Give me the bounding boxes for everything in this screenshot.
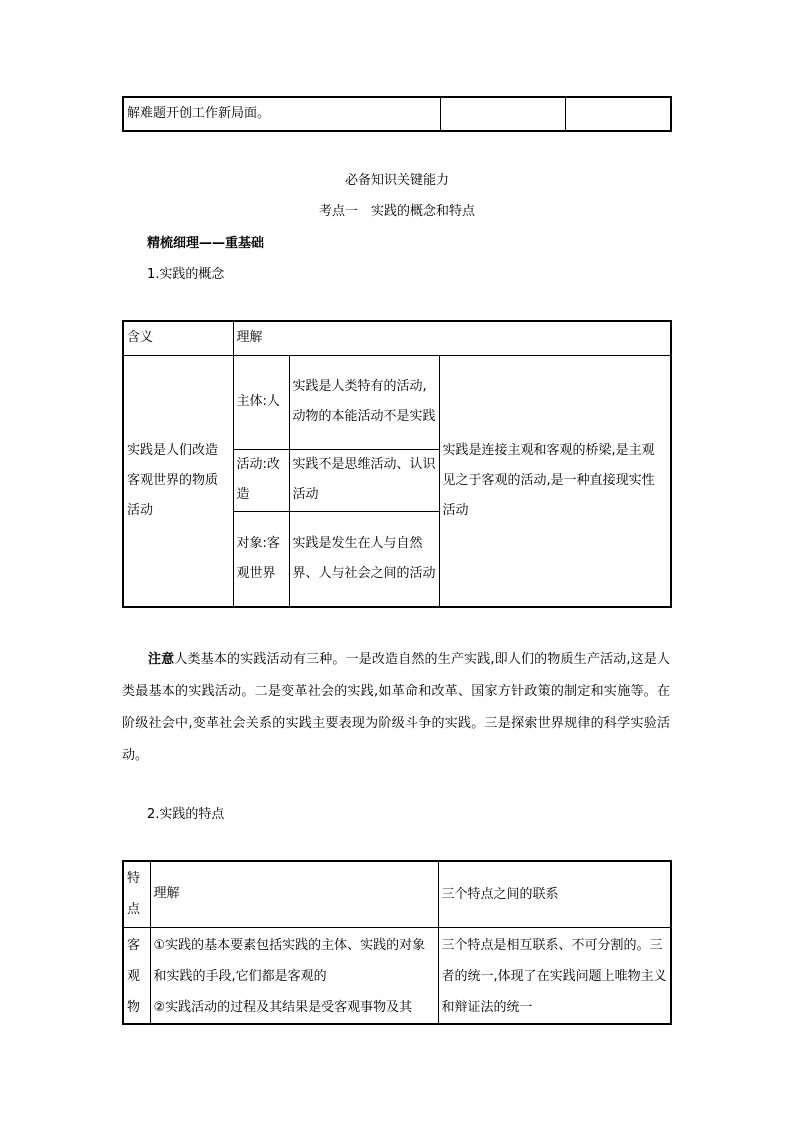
item-2-heading: 2.实践的特点 [147, 807, 225, 822]
summary-cell: 实践是连接主观和客观的桥梁,是主观见之于客观的活动,是一种直接现实性活动 [439, 355, 671, 607]
feature-cell: 客观物 [123, 927, 150, 1024]
topic-title: 考点一 实践的概念和特点 [318, 204, 475, 219]
note-label: 注意 [148, 652, 175, 667]
top-table-cell: 解难题开创工作新局面。 [123, 97, 440, 131]
header-feature: 特点 [123, 861, 150, 927]
aspect-label: 主体:人 [233, 355, 289, 449]
top-table-cell [565, 97, 671, 131]
aspect-text: 实践不是思维活动、认识活动 [289, 449, 439, 511]
section-title: 必备知识关键能力 [344, 173, 449, 188]
understanding-line-1: ①实践的基本要素包括实践的主体、实践的对象和实践的手段,它们都是客观的 [153, 937, 426, 984]
aspect-text: 实践是人类特有的活动,动物的本能活动不是实践 [289, 355, 439, 449]
note-paragraph [122, 644, 670, 772]
note-text: 人类基本的实践活动有三种。一是改造自然的生产实践,即人们的物质生产活动,这是人类最基本的实践活动。二是变革社会的实践,如革命和改革、国家方针政策的制定和实施等。在阶级社会中,变革社会关系的实践主要表现为阶级斗争的实践。三是探索世界规律的科学实验活动。 [122, 652, 670, 763]
item-1-heading: 1.实践的概念 [147, 267, 225, 282]
meaning-cell: 实践是人们改造客观世界的物质活动 [123, 355, 233, 607]
features-table [122, 860, 672, 1025]
understanding-cell [150, 927, 438, 1024]
aspect-label: 对象:客观世界 [233, 511, 289, 607]
top-table-cell [440, 97, 565, 131]
subheading: 精梳细理——重基础 [147, 236, 265, 251]
header-understanding: 理解 [150, 861, 438, 927]
header-understanding: 理解 [233, 321, 671, 355]
relation-cell: 三个特点是相互联系、不可分割的。三者的统一,体现了在实践问题上唯物主义和辩证法的统一 [438, 927, 671, 1024]
aspect-label: 活动:改造 [233, 449, 289, 511]
understanding-line-2: ②实践活动的过程及其结果是受客观事物及其 [153, 999, 413, 1015]
aspect-text: 实践是发生在人与自然界、人与社会之间的活动 [289, 511, 439, 607]
concept-table [122, 320, 672, 608]
header-meaning: 含义 [123, 321, 233, 355]
top-table [122, 96, 672, 132]
header-relation: 三个特点之间的联系 [438, 861, 671, 927]
